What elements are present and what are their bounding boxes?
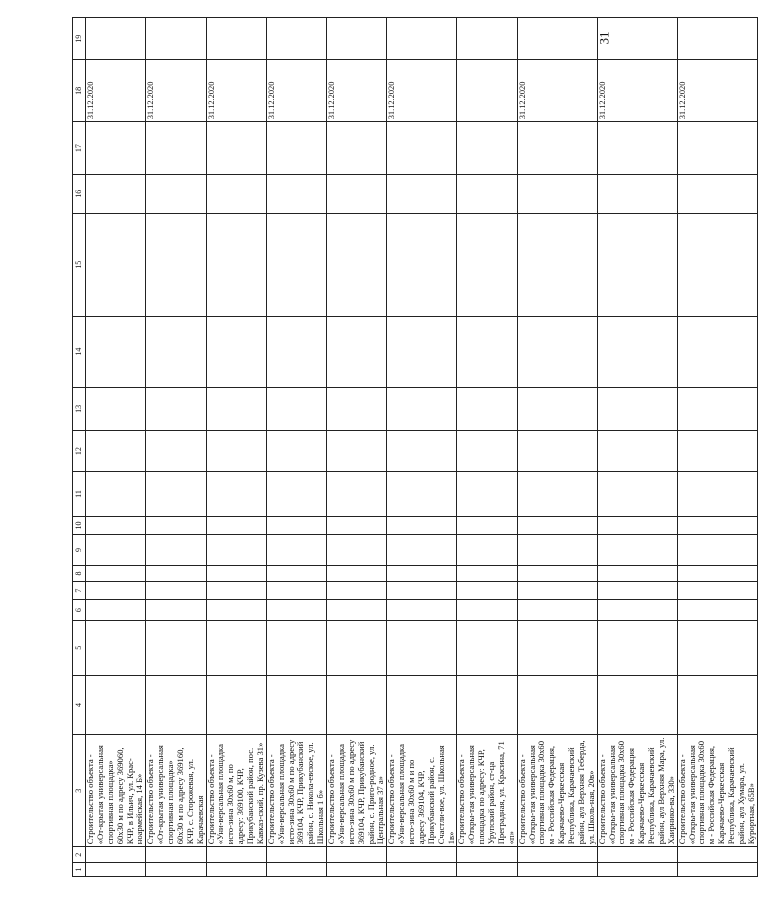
empty-cell [146,675,206,734]
empty-cell [457,122,517,175]
table-row [517,18,597,877]
empty-cell [597,387,677,430]
row-date: 31.12.2020 [206,60,266,122]
empty-cell [597,620,677,675]
empty-cell [457,431,517,472]
empty-cell [677,620,757,675]
empty-cell [146,863,206,877]
table-row [266,18,326,877]
empty-cell [206,18,266,60]
empty-cell [327,535,387,566]
empty-cell [457,565,517,581]
empty-cell [387,600,457,621]
empty-cell [327,472,387,517]
empty-cell [146,387,206,430]
empty-cell [327,174,387,213]
empty-cell [597,122,677,175]
empty-cell [327,620,387,675]
empty-cell [517,535,597,566]
col-header-2: 2 [73,847,86,863]
empty-cell [327,516,387,534]
empty-cell [206,565,266,581]
row-description: Строительство объекта - «Уни-версальная площадка исто-зина 30х60 м по адресу 369104, КЧР, Прикубанский район, с. Никола-евское, ул. Школьная 1 б» [266,735,326,847]
empty-cell [597,581,677,599]
empty-cell [517,863,597,877]
empty-cell [517,174,597,213]
empty-cell [327,600,387,621]
empty-cell [266,600,326,621]
empty-cell [146,213,206,316]
table-row [206,18,266,877]
empty-cell [86,18,146,60]
empty-cell [266,213,326,316]
empty-cell [597,472,677,517]
col-header-16: 16 [73,174,86,213]
empty-cell [146,600,206,621]
empty-cell [327,847,387,863]
empty-cell [677,213,757,316]
empty-cell [86,431,146,472]
empty-cell [677,581,757,599]
empty-cell [146,620,206,675]
empty-cell [266,863,326,877]
empty-cell [677,18,757,60]
empty-cell [517,847,597,863]
empty-cell [327,675,387,734]
empty-cell [387,675,457,734]
empty-cell [597,565,677,581]
empty-cell [387,863,457,877]
empty-cell [677,675,757,734]
empty-cell [387,18,457,60]
empty-cell [457,620,517,675]
empty-cell [86,174,146,213]
col-header-3: 3 [73,735,86,847]
empty-cell [146,565,206,581]
empty-cell [387,472,457,517]
table-row [387,18,457,877]
empty-cell [206,174,266,213]
empty-cell [86,213,146,316]
table-row [677,18,757,877]
empty-cell [206,213,266,316]
empty-cell [677,174,757,213]
empty-cell [597,213,677,316]
empty-cell [457,535,517,566]
row-description: Строительство объекта - «Откры-тая универсальная спортивная площадка 30х60 м - Российская Федерация Карачаево-Черкесская Республика, Карачаевский район, аул Верхняя Мара, ул. Хаирнико-ва, 330» [597,735,677,847]
empty-cell [597,600,677,621]
row-description: Строительство объекта - «Откры-тая универсальная площадка по адресу: КЧР, Урупский район, ст-ца Преградная, ул. Красина, 71 «п» [457,735,517,847]
row-description: Строительство объекта - «Уни-версальная площадка исто-зина 30х60 м, по адресу: 369100, КЧР, Прикубанский район, пос. Кавказ-ский, пр. Кузева 31» [206,735,266,847]
empty-cell [206,581,266,599]
empty-cell [266,516,326,534]
empty-cell [266,620,326,675]
empty-cell [206,516,266,534]
empty-cell [457,600,517,621]
row-description: Строительство объекта - «От-крытая универсальная спортивная площадка» 60х30 м по адресу 369060, КЧР, в Ильич, ул. Крас-ноармейская, 14 Б» [86,735,146,847]
empty-cell [387,620,457,675]
empty-cell [457,213,517,316]
empty-cell [206,535,266,566]
row-date: 31.12.2020 [597,60,677,122]
empty-cell [327,565,387,581]
empty-cell [266,316,326,387]
col-header-12: 12 [73,431,86,472]
empty-cell [387,516,457,534]
col-header-11: 11 [73,472,86,517]
empty-cell [266,847,326,863]
row-date: 31.12.2020 [146,60,206,122]
empty-cell [597,847,677,863]
empty-cell [457,472,517,517]
table-row [86,18,146,877]
empty-cell [146,535,206,566]
empty-cell [206,847,266,863]
col-header-19: 19 [73,18,86,60]
empty-cell [327,122,387,175]
empty-cell [206,600,266,621]
empty-cell [266,565,326,581]
empty-cell [206,316,266,387]
projects-table [72,17,758,877]
empty-cell [457,174,517,213]
empty-cell [266,122,326,175]
row-date: 31.12.2020 [327,60,387,122]
row-date: 31.12.2020 [677,60,757,122]
empty-cell [327,387,387,430]
empty-cell [387,535,457,566]
empty-cell [387,174,457,213]
empty-cell [517,472,597,517]
empty-cell [86,581,146,599]
empty-cell [327,863,387,877]
col-header-4: 4 [73,675,86,734]
empty-cell [677,535,757,566]
empty-cell [146,174,206,213]
empty-cell [266,472,326,517]
row-description: Строительство объекта - «Откры-тая универсальная спортивная площадка 30х60 м - Российская Федерация, Карачаево-Черкесская Республика, Карачаевский район, аул Хумара, ул. Курортная, 65В» [677,735,757,847]
empty-cell [146,516,206,534]
rotated-table-wrapper [72,17,756,877]
empty-cell [597,535,677,566]
empty-cell [86,565,146,581]
empty-cell [597,675,677,734]
empty-cell [86,847,146,863]
row-date: 31.12.2020 [387,60,457,122]
empty-cell [517,620,597,675]
empty-cell [457,387,517,430]
empty-cell [677,600,757,621]
empty-cell [457,847,517,863]
empty-cell [387,581,457,599]
empty-cell [597,316,677,387]
empty-cell [266,387,326,430]
row-description: Строительство объекта - «От-крытая универсальная спортивная площадка» 60х30 м по адресу 369160, КЧР, с. Сторожевая, ул. Карачаевская [146,735,206,847]
row-date [457,60,517,122]
empty-cell [146,431,206,472]
empty-cell [597,18,677,60]
empty-cell [677,516,757,534]
col-header-13: 13 [73,387,86,430]
col-header-9: 9 [73,535,86,566]
row-date: 31.12.2020 [86,60,146,122]
empty-cell [457,863,517,877]
empty-cell [457,675,517,734]
col-header-6: 6 [73,600,86,621]
empty-cell [206,122,266,175]
empty-cell [517,431,597,472]
table-row [146,18,206,877]
empty-cell [206,431,266,472]
table-stage [72,17,756,877]
empty-cell [327,581,387,599]
empty-cell [517,600,597,621]
empty-cell [677,472,757,517]
empty-cell [517,387,597,430]
col-header-1: 1 [73,863,86,877]
empty-cell [457,581,517,599]
row-description: Строительство объекта - «Уни-версальная площадка исто-зина 30х60 м и по адресу 369104, КЧР, Прикубанский район, с. Счастли-вое, ул. Школьная 1в» [387,735,457,847]
empty-cell [206,863,266,877]
col-header-15: 15 [73,213,86,316]
empty-cell [206,472,266,517]
empty-cell [517,316,597,387]
header-row [73,18,86,877]
col-header-14: 14 [73,316,86,387]
col-header-8: 8 [73,565,86,581]
empty-cell [517,675,597,734]
empty-cell [146,581,206,599]
empty-cell [457,516,517,534]
empty-cell [327,18,387,60]
empty-cell [266,174,326,213]
empty-cell [86,516,146,534]
col-header-18: 18 [73,60,86,122]
empty-cell [86,863,146,877]
empty-cell [517,122,597,175]
empty-cell [146,847,206,863]
empty-cell [387,213,457,316]
empty-cell [146,18,206,60]
empty-cell [387,847,457,863]
empty-cell [677,387,757,430]
empty-cell [387,122,457,175]
empty-cell [86,387,146,430]
col-header-17: 17 [73,122,86,175]
empty-cell [387,431,457,472]
empty-cell [86,675,146,734]
empty-cell [677,565,757,581]
col-header-5: 5 [73,620,86,675]
empty-cell [517,18,597,60]
empty-cell [86,620,146,675]
empty-cell [206,675,266,734]
table-row [327,18,387,877]
empty-cell [517,581,597,599]
empty-cell [517,516,597,534]
empty-cell [677,863,757,877]
empty-cell [387,565,457,581]
empty-cell [387,316,457,387]
row-date: 31.12.2020 [517,60,597,122]
row-date: 31.12.2020 [266,60,326,122]
empty-cell [146,316,206,387]
empty-cell [517,565,597,581]
empty-cell [597,174,677,213]
empty-cell [146,122,206,175]
empty-cell [597,516,677,534]
empty-cell [677,847,757,863]
empty-cell [266,581,326,599]
row-description: Строительство объекта - «Откры-тая универсальная спортивная площадка 30х60 м - Российская Федерация, Карачаево-Черкесская Республика, Карачаевский район, аул Верхняя Теберда, ул. Школь-ная, 20в» [517,735,597,847]
empty-cell [146,472,206,517]
empty-cell [86,600,146,621]
empty-cell [86,535,146,566]
empty-cell [517,213,597,316]
empty-cell [597,431,677,472]
empty-cell [387,387,457,430]
empty-cell [86,316,146,387]
empty-cell [86,122,146,175]
table-row [457,18,517,877]
empty-cell [86,472,146,517]
empty-cell [677,316,757,387]
empty-cell [206,387,266,430]
empty-cell [677,431,757,472]
empty-cell [266,431,326,472]
empty-cell [677,122,757,175]
row-description: Строительство объекта - «Уни-версальная площадка исто-зина 30х60 м по адресу 369104, КЧР, Прикубанский район, с. Приго-родное, ул. Центральная 37 а» [327,735,387,847]
empty-cell [327,431,387,472]
empty-cell [206,620,266,675]
page-number: 31 [596,31,612,45]
empty-cell [597,863,677,877]
empty-cell [266,18,326,60]
empty-cell [327,213,387,316]
col-header-10: 10 [73,516,86,534]
empty-cell [457,316,517,387]
empty-cell [266,675,326,734]
empty-cell [327,316,387,387]
table-row [597,18,677,877]
empty-cell [266,535,326,566]
empty-cell [457,18,517,60]
col-header-7: 7 [73,581,86,599]
